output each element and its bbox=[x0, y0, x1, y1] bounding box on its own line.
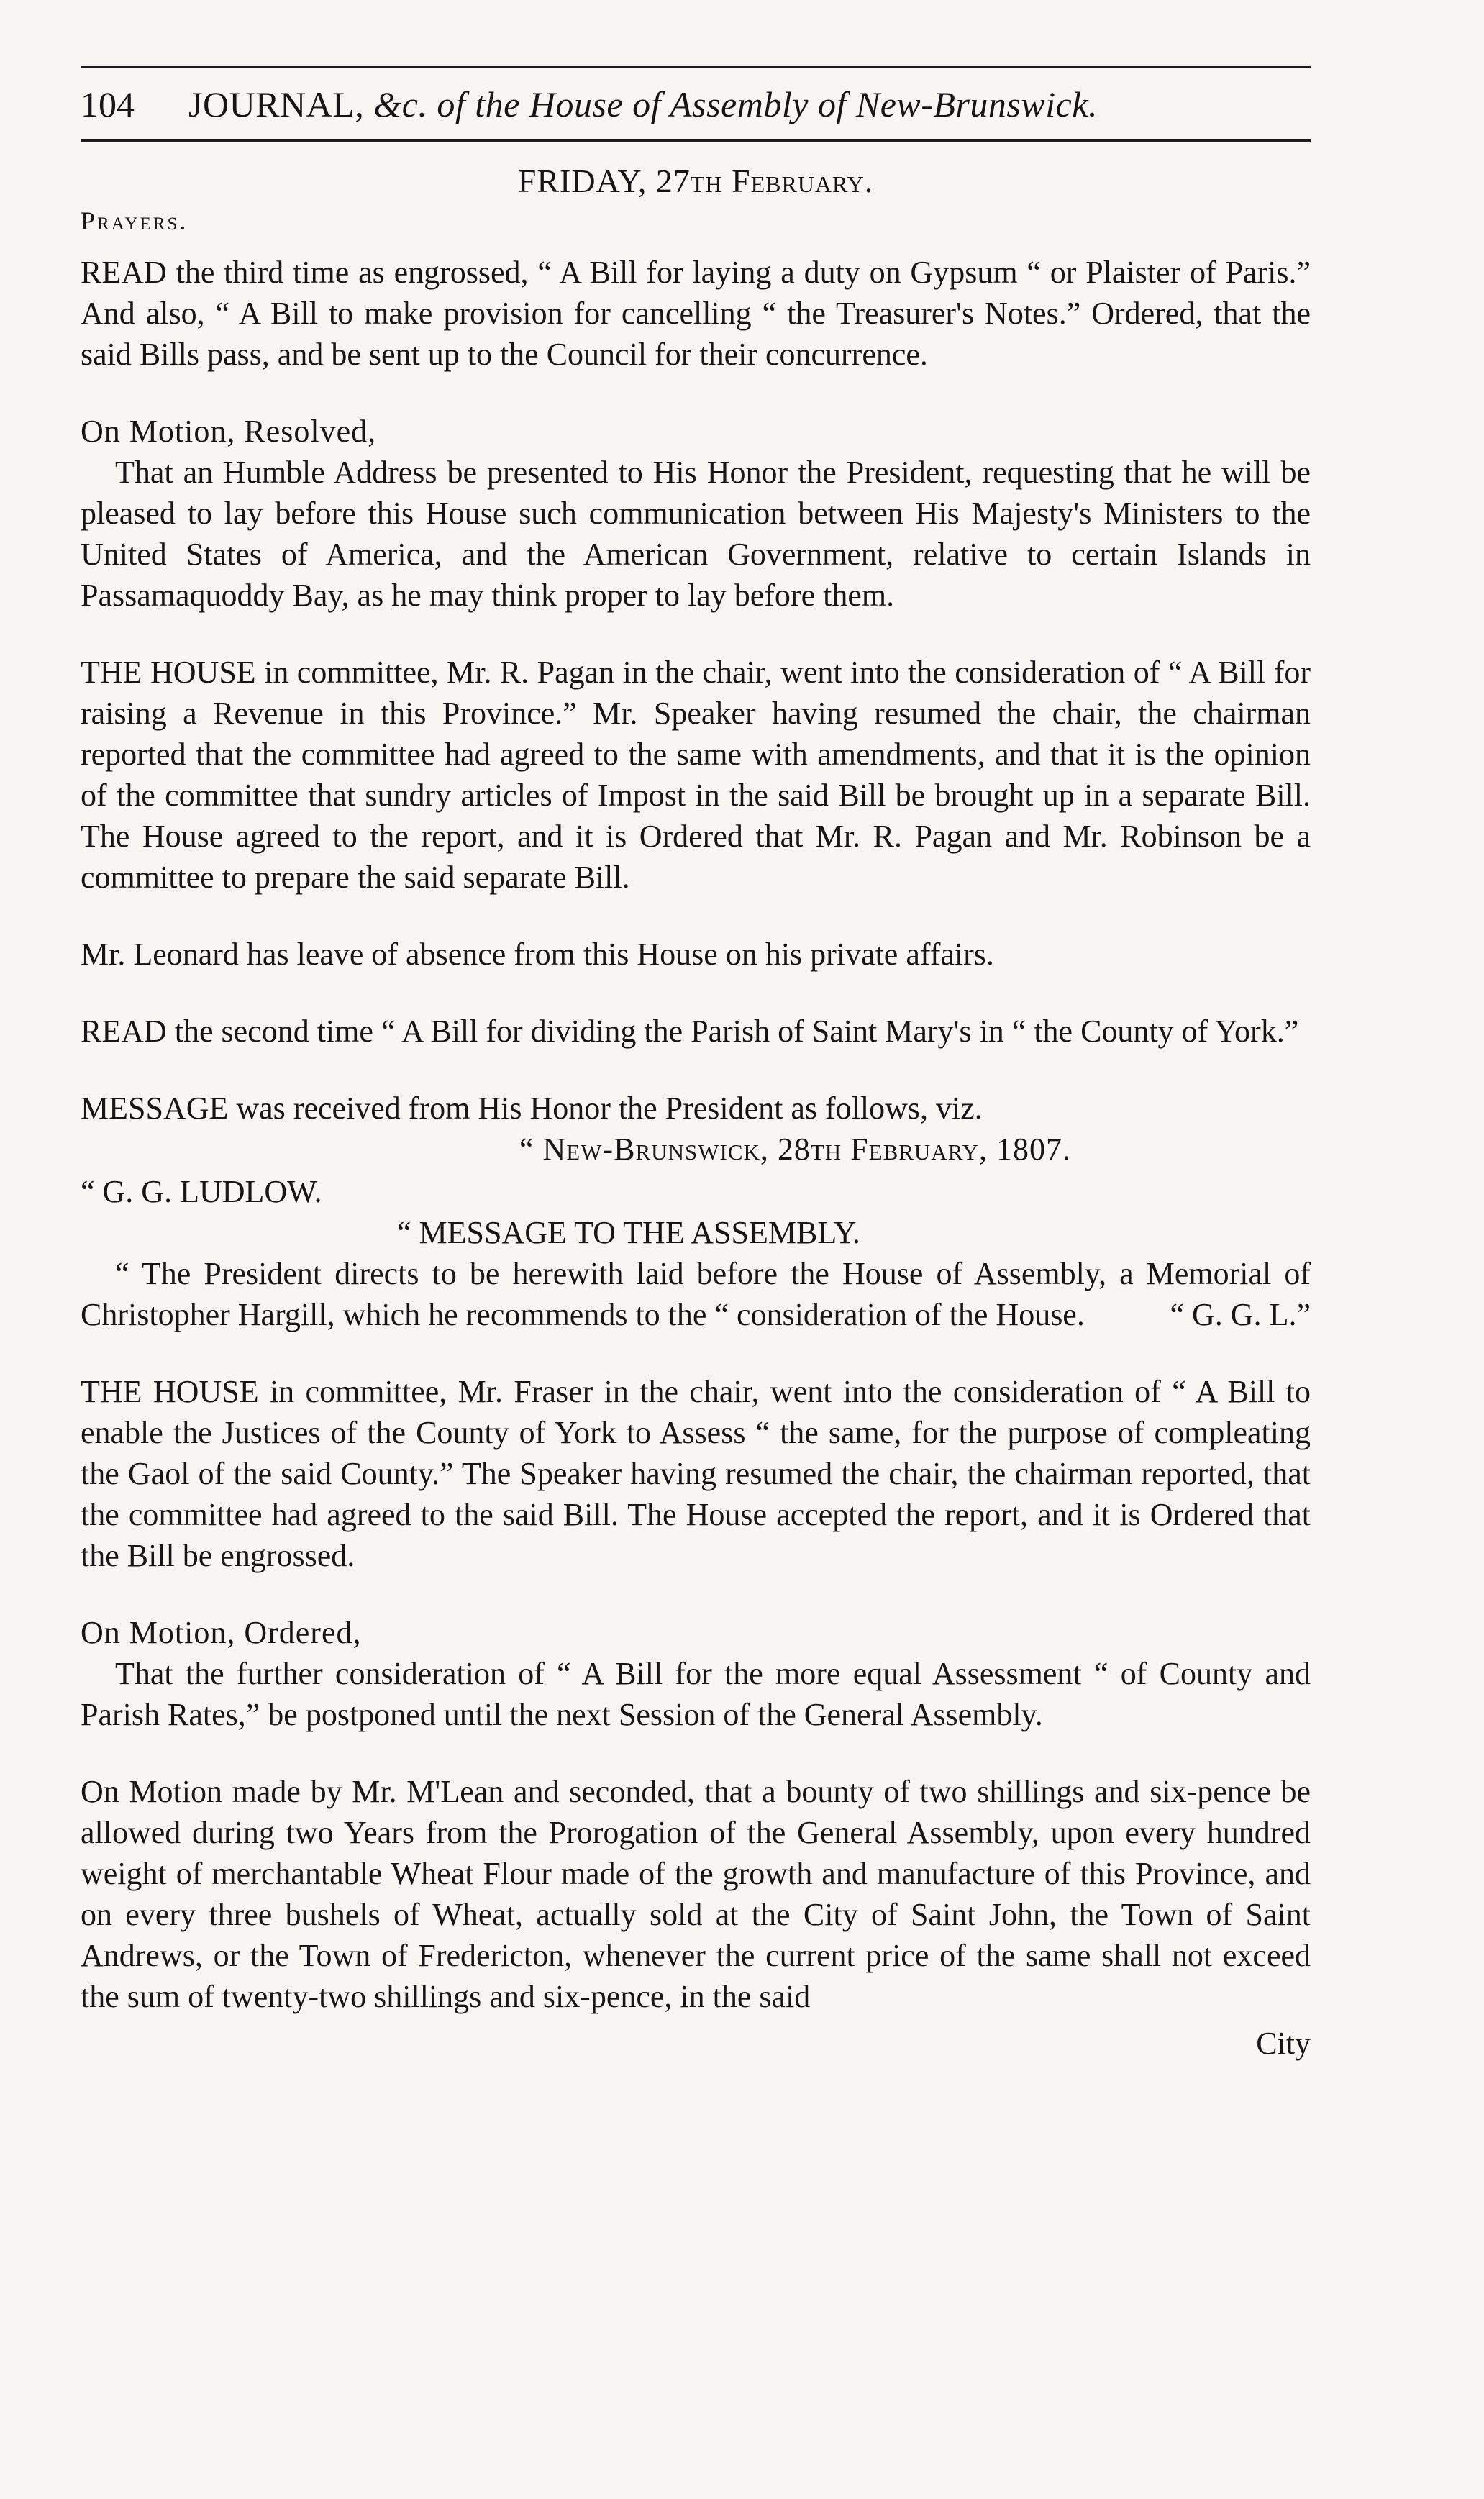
message-dateline: “ New-Brunswick, 28th February, 1807. bbox=[519, 1132, 1072, 1167]
paragraph-gap bbox=[81, 1052, 1311, 1088]
running-title-rest: &c. of the House of Assembly of New-Brunswick. bbox=[373, 84, 1098, 124]
paragraph-gap bbox=[81, 616, 1311, 652]
message-body-text: “ The President directs to be herewith laid before the House of Assembly, a Memorial of Christopher Hargill, which he recommends to the “ consideration of the House. bbox=[81, 1256, 1311, 1332]
journal-page bbox=[81, 66, 1311, 2064]
day-title-text: FRIDAY, 27th February. bbox=[517, 163, 874, 199]
entry-leave-of-absence: Mr. Leonard has leave of absence from this House on his private affairs. bbox=[81, 937, 994, 972]
paragraph-gap bbox=[81, 1735, 1311, 1771]
paragraph-gap bbox=[81, 898, 1311, 934]
entry-parish-bill: READ the second time “ A Bill for dividing the Parish of Saint Mary's in “ the County of York.” bbox=[81, 1014, 1299, 1049]
entry-assessment-postponed: That the further consideration of “ A Bill for the more equal Assessment “ of County and Parish Rates,” be postponed until the next Session of the General Assembly. bbox=[81, 1656, 1311, 1732]
paragraph-gap bbox=[81, 1576, 1311, 1612]
catchword: City bbox=[1256, 2026, 1311, 2061]
paragraph-gap bbox=[81, 1335, 1311, 1371]
paragraph-gap bbox=[81, 975, 1311, 1011]
journal-body bbox=[81, 252, 1311, 2017]
entry-revenue-bill-committee: THE HOUSE in committee, Mr. R. Pagan in the chair, went into the consideration of “ A Bill for raising a Revenue in this Province.” Mr. Speaker having resumed the chair, the chairman reported that the committee had agreed to the same with amendments, and that it is the opinion of the committee that sundry articles of Impost in the said Bill be brought up in a separate Bill. The House agreed to the report, and it is Ordered that Mr. R. Pagan and Mr. Robinson be a committee to prepare the said separate Bill. bbox=[81, 655, 1311, 895]
header-bottom-rule bbox=[81, 139, 1311, 142]
prayers-heading: Prayers. bbox=[81, 206, 188, 235]
entry-engrossed-bills: READ the third time as engrossed, “ A Bill for laying a duty on Gypsum “ or Plaister of Paris.” And also, “ A Bill to make provision for cancelling “ the Treasurer's Notes.” Ordered, that the said Bills pass, and be sent up to the Council for their concurrence. bbox=[81, 255, 1311, 372]
entry-wheat-bounty-motion: On Motion made by Mr. M'Lean and seconded, that a bounty of two shillings and six-pence be allowed during two Years from the Prorogation of the General Assembly, upon every hundred weight of merchantable Wheat Flour made of the growth and manufacture of this Province, and on every three bushels of Wheat, actually sold at the City of Saint John, the Town of Saint Andrews, or the Town of Fredericton, whenever the current price of the same shall not exceed the sum of twenty-two shillings and six-pence, in the said bbox=[81, 1774, 1311, 2014]
entry-gaol-bill-committee: THE HOUSE in committee, Mr. Fraser in the chair, went into the consideration of “ A Bill to enable the Justices of the County of York to Assess “ the same, for the purpose of compleating the Gaol of the said County.” The Speaker having resumed the chair, the chairman reported, that the committee had agreed to the said Bill. The House accepted the report, and it is Ordered that the Bill be engrossed. bbox=[81, 1374, 1311, 1573]
page-number: 104 bbox=[81, 84, 135, 124]
message-signature: “ G. G. LUDLOW. bbox=[81, 1174, 322, 1209]
running-title bbox=[188, 83, 1098, 126]
entry-humble-address: That an Humble Address be presented to His Honor the President, requesting that he will be pleased to lay before this House such communication between His Majesty's Ministers to the United States of America, and the American Government, relative to certain Islands in Passamaquoddy Bay, as he may think proper to lay before them. bbox=[81, 455, 1311, 613]
message-initials: “ G. G. L.” bbox=[1170, 1297, 1311, 1332]
day-title bbox=[81, 161, 1311, 201]
message-received-lead: MESSAGE was received from His Honor the President as follows, viz. bbox=[81, 1091, 983, 1126]
message-title: “ MESSAGE TO THE ASSEMBLY. bbox=[397, 1215, 860, 1250]
motion-resolved-lead: On Motion, Resolved, bbox=[81, 414, 377, 449]
header-top-rule bbox=[81, 66, 1311, 68]
paragraph-gap bbox=[81, 375, 1311, 411]
message-body bbox=[81, 1253, 1311, 1335]
motion-ordered-lead: On Motion, Ordered, bbox=[81, 1615, 362, 1650]
running-title-journal: JOURNAL, bbox=[188, 84, 374, 124]
running-header bbox=[81, 83, 1311, 126]
